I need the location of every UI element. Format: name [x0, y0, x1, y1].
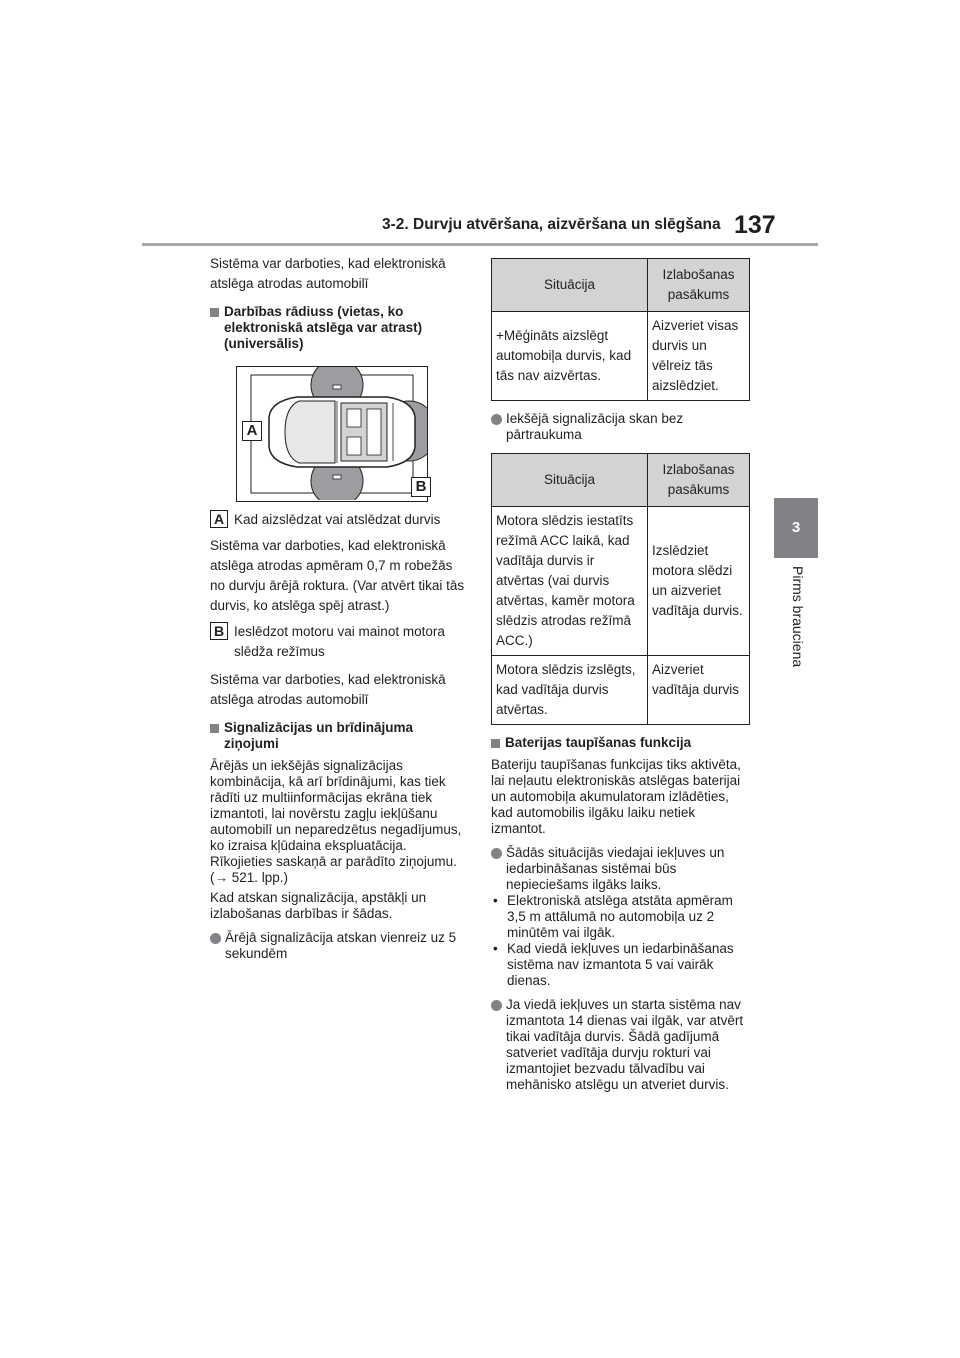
list-item: • Elektroniskā atslēga atstāta apmēram 3,5 m attālumā no automobiļa uz 2 minūtēm vai ilgāk.	[493, 893, 733, 940]
table-header-situation: Situācija	[492, 454, 648, 507]
item-b	[210, 622, 470, 662]
round-bullet-icon	[491, 414, 502, 425]
table-header-action: Izlabošanas pasākums	[648, 259, 750, 312]
right-column	[491, 258, 753, 1093]
item-a-text: Kad aizslēdzat vai atslēdzat durvis	[234, 512, 441, 527]
table-row	[492, 312, 750, 401]
header-rule	[142, 243, 818, 246]
chapter-tab: 3	[774, 498, 818, 558]
round-bullet-icon	[210, 933, 221, 944]
range-diagram	[236, 366, 428, 502]
table-cell-situation: +Mēģināts aizslēgt automobiļa durvis, kad tās nav aizvērtas.	[492, 312, 648, 401]
chapter-label: Pirms brauciena	[790, 566, 806, 668]
table-external-alarm	[491, 258, 750, 401]
item-a	[210, 510, 470, 530]
alarm-paragraph-2: Kad atskan signalizācija, apstākļi un izlabošanas darbības ir šādas.	[210, 890, 427, 921]
alarm-paragraph-1: Ārējās un iekšējās signalizācijas kombinācija, kā arī brīdinājumi, kas tiek rādīti uz multiinformācijas ekrāna tiek izmantoti, lai novērstu zagļu iekļūšanu automobilī un neparedzētus negadījumus, ko izraisa kļūdaina ekspluatācija. Rīkojieties saskaņā ar parādīto ziņojumu. (→ 521. lpp.)	[210, 758, 462, 885]
table-row	[492, 656, 750, 725]
alarm-heading: Signalizācijas un brīdinājuma ziņojumi	[210, 720, 470, 752]
round-bullet-icon	[491, 848, 502, 859]
item-b-description: Sistēma var darboties, kad elektroniskā atslēga atrodas automobilī	[210, 672, 446, 707]
car-range-illustration	[237, 367, 427, 500]
bullet-internal-alarm: Iekšējā signalizācija skan bez pārtraukuma	[491, 411, 753, 443]
table-cell-situation: Motora slēdzis iestatīts režīmā ACC laikā, kad vadītāja durvis ir atvērtas (vai durvis atvērtas, kamēr motora slēdzis atrodas režīmā ACC.)	[492, 507, 648, 656]
item-b-text: Ieslēdzot motoru vai mainot motora slēdža režīmus	[234, 624, 445, 659]
bullet-14-days: Ja viedā iekļuves un starta sistēma nav izmantota 14 dienas vai ilgāk, var atvērt tikai vadītāja durvis. Šādā gadījumā satveriet vadītāja durvju rokturi vai izmantojiet bezvadu tālvadību vai mehānisko atslēgu un atveriet durvis.	[491, 997, 753, 1093]
item-b-label: B	[210, 622, 228, 640]
left-column	[210, 254, 470, 962]
square-bullet-icon	[210, 724, 219, 733]
square-bullet-icon	[491, 739, 500, 748]
diagram-label-a: A	[242, 421, 262, 441]
item-a-description: Sistēma var darboties, kad elektroniskā atslēga atrodas apmēram 0,7 m robežās no durvju ārējā roktura. (Var atvērt tikai tās durvis, ko atslēga spēj atrast.)	[210, 538, 465, 613]
battery-heading: Baterijas taupīšanas funkcija	[491, 735, 753, 751]
square-bullet-icon	[210, 308, 219, 317]
table-header-action: Izlabošanas pasākums	[648, 454, 750, 507]
battery-paragraph: Bateriju taupīšanas funkcijas tiks aktivēta, lai neļautu elektroniskās atslēgas baterijai un automobiļa akumulatoram izlādēties, kad automobilis ilgāku laiku netiek izmantot.	[491, 757, 741, 836]
section-title: 3-2. Durvju atvēršana, aizvēršana un slēgšana	[382, 216, 721, 233]
table-header-situation: Situācija	[492, 259, 648, 312]
table-internal-alarm	[491, 453, 750, 725]
table-cell-action: Izslēdziet motora slēdzi un aizveriet vadītāja durvis.	[648, 507, 750, 656]
intro-text: Sistēma var darboties, kad elektroniskā atslēga atrodas automobilī	[210, 256, 446, 291]
round-bullet-icon	[491, 1000, 502, 1011]
table-cell-situation: Motora slēdzis izslēgts, kad vadītāja durvis atvērtas.	[492, 656, 648, 725]
diagram-label-b: B	[411, 477, 431, 497]
table-cell-action: Aizveriet visas durvis un vēlreiz tās aizslēdziet.	[648, 312, 750, 401]
item-a-label: A	[210, 510, 228, 528]
bullet-external-alarm: Ārējā signalizācija atskan vienreiz uz 5 sekundēm	[210, 930, 470, 962]
range-heading: Darbības rādiuss (vietas, ko elektroniskā atslēga var atrast) (universālis)	[210, 304, 470, 352]
list-item: • Kad viedā iekļuves un iedarbināšanas sistēma nav izmantota 5 vai vairāk dienas.	[493, 941, 734, 988]
page-number: 137	[734, 211, 776, 239]
table-row	[492, 507, 750, 656]
bullet-situations: Šādās situācijās viedajai iekļuves un iedarbināšanas sistēmai būs nepieciešams ilgāks laiks.	[491, 845, 753, 893]
table-cell-action: Aizveriet vadītāja durvis	[648, 656, 750, 725]
